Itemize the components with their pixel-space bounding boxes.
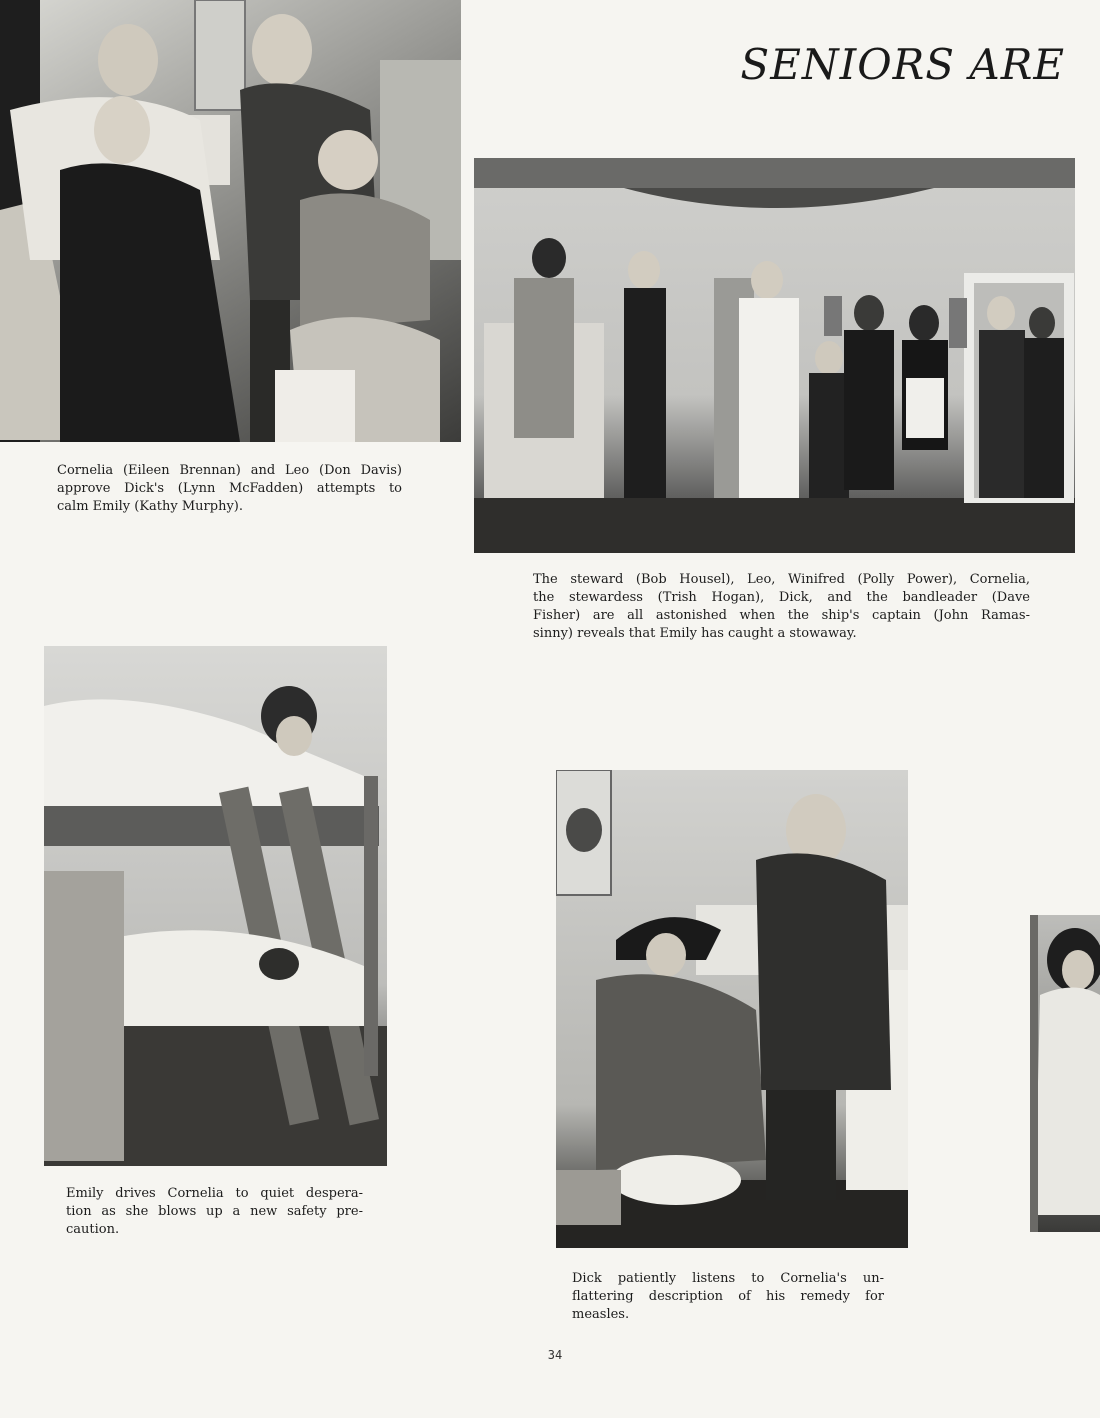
photo-4-caption bbox=[572, 1270, 884, 1324]
photo-2-illustration bbox=[474, 158, 1075, 553]
caption-line: Fisher) are all astonished when the ship's captain (John Ramas- bbox=[533, 608, 1030, 623]
photo-1-illustration bbox=[0, 0, 461, 442]
caption-line: caution. bbox=[66, 1222, 120, 1237]
caption-line: sinny) reveals that Emily has caught a stowaway. bbox=[533, 626, 857, 641]
page-number: 34 bbox=[547, 1348, 563, 1362]
photo-3-illustration bbox=[44, 646, 387, 1166]
caption-line: Cornelia (Eileen Brennan) and Leo (Don Davis) bbox=[57, 463, 402, 478]
photo-cornelia-leo-dick-emily bbox=[0, 0, 461, 442]
photo-3-caption bbox=[66, 1185, 363, 1239]
photo-bunk-bed-emily-cornelia bbox=[44, 646, 387, 1166]
photo-dick-and-cornelia bbox=[556, 770, 908, 1248]
caption-line: The steward (Bob Housel), Leo, Winifred (Polly Power), Cornelia, bbox=[533, 572, 1030, 587]
caption-line: tion as she blows up a new safety pre- bbox=[66, 1204, 363, 1219]
photo-2-caption bbox=[533, 571, 1030, 643]
caption-line: measles. bbox=[572, 1307, 630, 1322]
caption-line: flattering description of his remedy for bbox=[572, 1289, 884, 1304]
photo-5-illustration bbox=[1030, 915, 1100, 1232]
photo-1-caption bbox=[57, 462, 402, 516]
photo-4-illustration bbox=[556, 770, 908, 1248]
caption-line: approve Dick's (Lynn McFadden) attempts to bbox=[57, 481, 402, 496]
caption-line: the stewardess (Trish Hogan), Dick, and the bandleader (Dave bbox=[533, 590, 1030, 605]
caption-line: calm Emily (Kathy Murphy). bbox=[57, 499, 244, 514]
page-heading: SENIORS ARE bbox=[740, 40, 1065, 89]
photo-partial-edge bbox=[1030, 915, 1100, 1232]
caption-line: Emily drives Cornelia to quiet despera- bbox=[66, 1186, 363, 1201]
photo-stage-cast-lineup bbox=[474, 158, 1075, 553]
caption-line: Dick patiently listens to Cornelia's un- bbox=[572, 1271, 884, 1286]
